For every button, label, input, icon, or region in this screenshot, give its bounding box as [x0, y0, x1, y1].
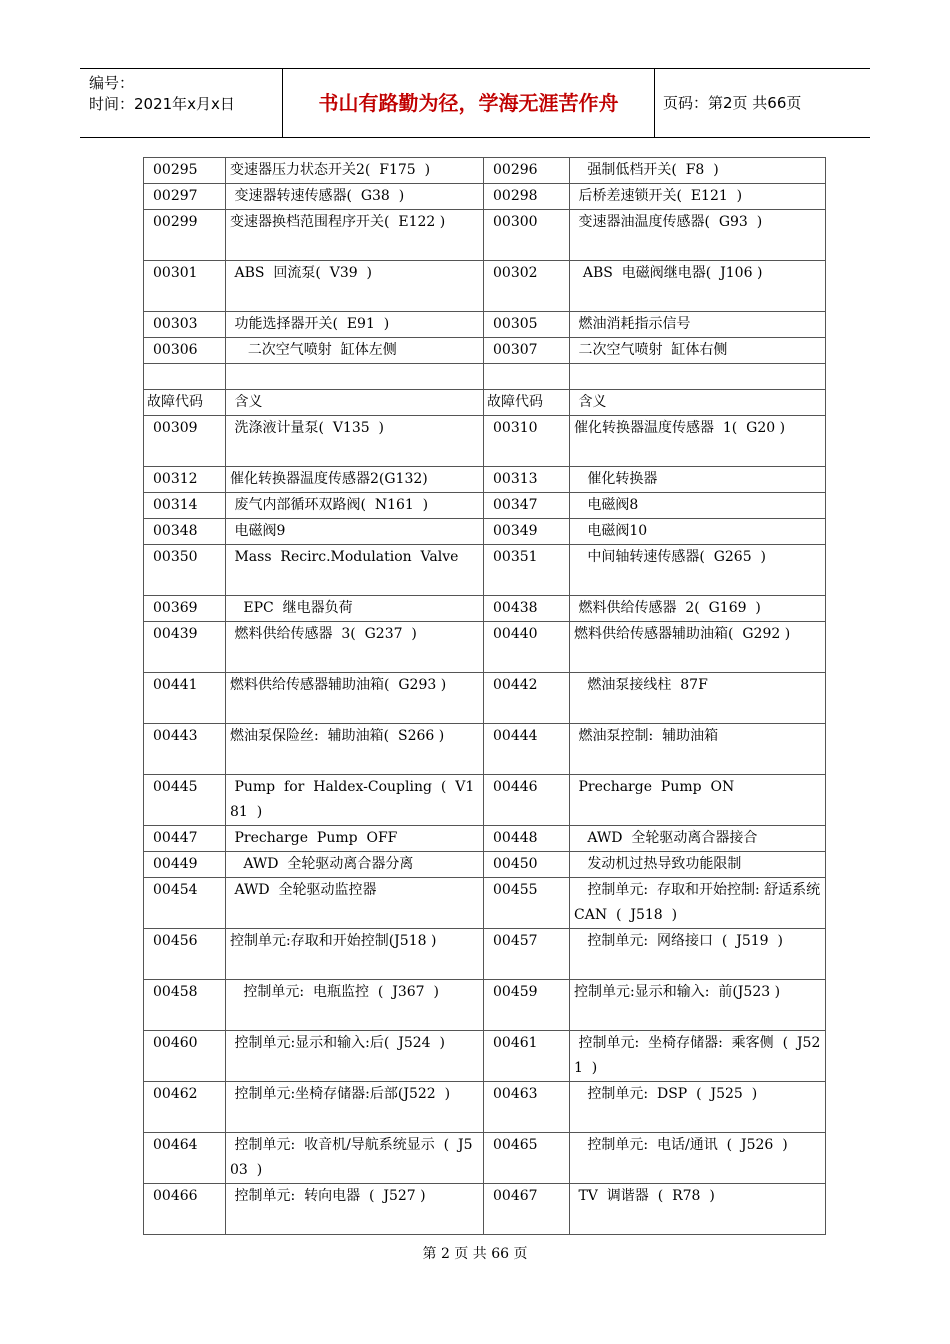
fault-code-table — [143, 157, 830, 1235]
meaning-cell: 电磁阀8 — [570, 493, 826, 519]
meaning-cell: 燃油泵控制: 辅助油箱 — [570, 724, 826, 775]
fault-code-cell — [484, 364, 570, 390]
meaning-cell: 含义 — [570, 390, 826, 416]
meaning-cell: 控制单元: 电瓶监控 ( J367 ) — [226, 980, 484, 1031]
table-row — [144, 1031, 826, 1082]
fault-code-cell: 00350 — [144, 545, 226, 596]
fault-code-cell: 00301 — [144, 261, 226, 312]
page-header — [80, 68, 870, 138]
fault-code-cell: 故障代码 — [484, 390, 570, 416]
meaning-cell: 控制单元:存取和开始控制(J518 ) — [226, 929, 484, 980]
fault-code-cell: 00295 — [144, 158, 226, 184]
meaning-cell: 变速器换档范围程序开关( E122 ) — [226, 210, 484, 261]
table-row — [144, 1082, 826, 1133]
meaning-cell: 控制单元:显示和输入:后( J524 ) — [226, 1031, 484, 1082]
fault-code-cell: 00450 — [484, 852, 570, 878]
table-row — [144, 826, 826, 852]
meaning-cell: 控制单元: 存取和开始控制: 舒适系统 CAN ( J518 ) — [570, 878, 826, 929]
meaning-cell: ABS 电磁阀继电器( J106 ) — [570, 261, 826, 312]
table-row — [144, 852, 826, 878]
meaning-cell: 催化转换器温度传感器2(G132) — [226, 467, 484, 493]
table-row — [144, 158, 826, 184]
meaning-cell: 变速器油温度传感器( G93 ) — [570, 210, 826, 261]
header-info-cell — [80, 69, 283, 137]
meaning-cell — [226, 364, 484, 390]
fault-code-cell: 00347 — [484, 493, 570, 519]
meaning-cell: 燃油泵保险丝: 辅助油箱( S266 ) — [226, 724, 484, 775]
fault-code-cell: 00439 — [144, 622, 226, 673]
meaning-cell: 控制单元: DSP ( J525 ) — [570, 1082, 826, 1133]
fault-code-cell: 00299 — [144, 210, 226, 261]
fault-code-cell: 00306 — [144, 338, 226, 364]
fault-code-cell: 00444 — [484, 724, 570, 775]
table-row — [144, 545, 826, 596]
meaning-cell: 催化转换器 — [570, 467, 826, 493]
fault-code-cell: 00307 — [484, 338, 570, 364]
fault-code-cell: 00303 — [144, 312, 226, 338]
meaning-cell: 控制单元:显示和输入: 前(J523 ) — [570, 980, 826, 1031]
meaning-cell: 燃料供给传感器 3( G237 ) — [226, 622, 484, 673]
meaning-cell: AWD 全轮驱动离合器接合 — [570, 826, 826, 852]
fault-code-cell: 00455 — [484, 878, 570, 929]
fault-code-cell: 00462 — [144, 1082, 226, 1133]
fault-code-cell: 00305 — [484, 312, 570, 338]
meaning-cell: 控制单元:坐椅存储器:后部(J522 ) — [226, 1082, 484, 1133]
table-row — [144, 1133, 826, 1184]
date-label: 时间：2021年x月x日 — [89, 95, 235, 113]
meaning-cell: 变速器转速传感器( G38 ) — [226, 184, 484, 210]
header-page-label: 页码：第2页 共66页 — [663, 94, 802, 112]
fault-code-cell: 00463 — [484, 1082, 570, 1133]
meaning-cell: 洗涤液计量泵( V135 ) — [226, 416, 484, 467]
table-row — [144, 261, 826, 312]
table-row — [144, 878, 826, 929]
fault-code-cell: 00466 — [144, 1184, 226, 1235]
meaning-cell: 后桥差速锁开关( E121 ) — [570, 184, 826, 210]
table-row — [144, 416, 826, 467]
table-row — [144, 364, 826, 390]
meaning-cell: 二次空气喷射 缸体右侧 — [570, 338, 826, 364]
meaning-cell: 中间轴转速传感器( G265 ) — [570, 545, 826, 596]
fault-code-cell: 00369 — [144, 596, 226, 622]
fault-code-cell: 00296 — [484, 158, 570, 184]
fault-code-cell: 00349 — [484, 519, 570, 545]
table-row — [144, 493, 826, 519]
fault-code-cell: 00351 — [484, 545, 570, 596]
fault-code-cell: 00443 — [144, 724, 226, 775]
fault-code-cell: 00310 — [484, 416, 570, 467]
table-row — [144, 980, 826, 1031]
fault-code-cell: 00440 — [484, 622, 570, 673]
meaning-cell — [570, 364, 826, 390]
meaning-cell: Mass Recirc.Modulation Valve — [226, 545, 484, 596]
fault-code-cell: 00445 — [144, 775, 226, 826]
fault-code-cell: 00312 — [144, 467, 226, 493]
number-label: 编号： — [89, 74, 135, 92]
table-row — [144, 929, 826, 980]
meaning-cell: 二次空气喷射 缸体左侧 — [226, 338, 484, 364]
table-header-row — [144, 390, 826, 416]
table-row — [144, 622, 826, 673]
fault-code-cell: 00441 — [144, 673, 226, 724]
table-row — [144, 184, 826, 210]
fault-code-cell: 00348 — [144, 519, 226, 545]
meaning-cell: Pump for Haldex-Coupling ( V181 ) — [226, 775, 484, 826]
fault-code-cell: 00465 — [484, 1133, 570, 1184]
meaning-cell: 电磁阀10 — [570, 519, 826, 545]
fault-code-cell: 00459 — [484, 980, 570, 1031]
table-row — [144, 312, 826, 338]
fault-code-cell — [144, 364, 226, 390]
meaning-cell: 控制单元: 坐椅存储器: 乘客侧 ( J521 ) — [570, 1031, 826, 1082]
fault-code-cell: 00300 — [484, 210, 570, 261]
meaning-cell: 控制单元: 电话/通讯 ( J526 ) — [570, 1133, 826, 1184]
table-row — [144, 775, 826, 826]
fault-code-cell: 00309 — [144, 416, 226, 467]
fault-code-cell: 00448 — [484, 826, 570, 852]
meaning-cell: 控制单元: 收音机/导航系统显示 ( J503 ) — [226, 1133, 484, 1184]
fault-code-cell: 00467 — [484, 1184, 570, 1235]
meaning-cell: 功能选择器开关( E91 ) — [226, 312, 484, 338]
meaning-cell: 燃油消耗指示信号 — [570, 312, 826, 338]
meaning-cell: 电磁阀9 — [226, 519, 484, 545]
fault-code-cell: 00314 — [144, 493, 226, 519]
fault-code-cell: 00460 — [144, 1031, 226, 1082]
meaning-cell: 控制单元: 网络接口 ( J519 ) — [570, 929, 826, 980]
meaning-cell: Precharge Pump ON — [570, 775, 826, 826]
meaning-cell: EPC 继电器负荷 — [226, 596, 484, 622]
fault-code-cell: 00449 — [144, 852, 226, 878]
table-row — [144, 467, 826, 493]
fault-code-cell: 00457 — [484, 929, 570, 980]
table-row — [144, 338, 826, 364]
meaning-cell: 含义 — [226, 390, 484, 416]
meaning-cell: 燃料供给传感器 2( G169 ) — [570, 596, 826, 622]
meaning-cell: AWD 全轮驱动离合器分离 — [226, 852, 484, 878]
header-motto: 书山有路勤为径，学海无涯苦作舟 — [283, 69, 655, 137]
fault-code-table-body — [144, 158, 830, 1235]
fault-code-cell: 00456 — [144, 929, 226, 980]
table-row — [144, 519, 826, 545]
table-row — [144, 210, 826, 261]
meaning-cell: 发动机过热导致功能限制 — [570, 852, 826, 878]
fault-code-cell: 00464 — [144, 1133, 226, 1184]
meaning-cell: AWD 全轮驱动监控器 — [226, 878, 484, 929]
meaning-cell: 燃油泵接线柱 87F — [570, 673, 826, 724]
table-row — [144, 596, 826, 622]
meaning-cell: ABS 回流泵( V39 ) — [226, 261, 484, 312]
fault-code-cell: 故障代码 — [144, 390, 226, 416]
meaning-cell: 废气内部循环双路阀( N161 ) — [226, 493, 484, 519]
fault-code-cell: 00438 — [484, 596, 570, 622]
fault-code-cell: 00447 — [144, 826, 226, 852]
meaning-cell: 燃料供给传感器辅助油箱( G292 ) — [570, 622, 826, 673]
meaning-cell: 催化转换器温度传感器 1( G20 ) — [570, 416, 826, 467]
fault-code-cell: 00297 — [144, 184, 226, 210]
table-row — [144, 1184, 826, 1235]
fault-code-cell: 00461 — [484, 1031, 570, 1082]
fault-code-cell: 00442 — [484, 673, 570, 724]
fault-code-cell: 00458 — [144, 980, 226, 1031]
meaning-cell: 变速器压力状态开关2( F175 ) — [226, 158, 484, 184]
table-row — [144, 724, 826, 775]
page-footer: 第 2 页 共 66 页 — [422, 1246, 528, 1262]
table-row — [144, 673, 826, 724]
meaning-cell: 燃料供给传感器辅助油箱( G293 ) — [226, 673, 484, 724]
meaning-cell: 控制单元: 转向电器 ( J527 ) — [226, 1184, 484, 1235]
fault-code-cell: 00298 — [484, 184, 570, 210]
meaning-cell: Precharge Pump OFF — [226, 826, 484, 852]
fault-code-cell: 00302 — [484, 261, 570, 312]
fault-code-cell: 00446 — [484, 775, 570, 826]
fault-code-cell: 00454 — [144, 878, 226, 929]
fault-code-cell: 00313 — [484, 467, 570, 493]
meaning-cell: TV 调谐器 ( R78 ) — [570, 1184, 826, 1235]
meaning-cell: 强制低档开关( F8 ) — [570, 158, 826, 184]
